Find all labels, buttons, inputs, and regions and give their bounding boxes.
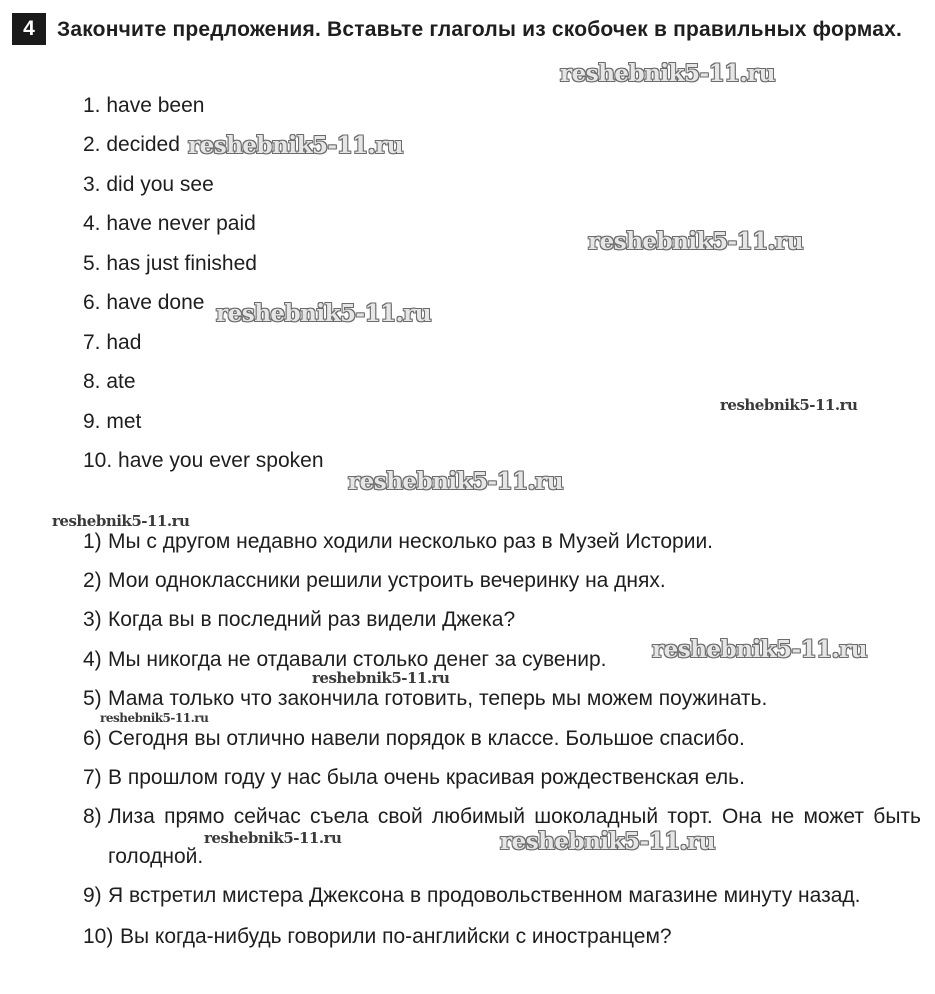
translation-text: Мои одноклассники решили устроить вечеринку на днях.	[108, 569, 666, 592]
answer-item: 2. decided	[83, 133, 180, 156]
translation-item	[83, 600, 921, 640]
translation-number: 9)	[83, 884, 102, 907]
translation-text: Вы когда-нибудь говорили по-английски с иностранцем?	[120, 925, 672, 948]
translation-text: Когда вы в последний раз видели Джека?	[108, 608, 516, 631]
translation-number: 1)	[83, 530, 102, 553]
translation-item	[83, 758, 921, 798]
watermark: reshebnik5-11.ru	[100, 711, 209, 725]
translation-number: 7)	[83, 766, 102, 789]
translation-number: 6)	[83, 727, 102, 750]
watermark: reshebnik5-11.ru	[652, 636, 867, 663]
translation-number: 4)	[83, 648, 102, 671]
answer-item: 10. have you ever spoken	[83, 449, 324, 472]
task-number-badge: 4	[12, 13, 46, 45]
answer-item: 4. have never paid	[83, 212, 256, 235]
translation-number: 2)	[83, 569, 102, 592]
watermark: reshebnik5-11.ru	[348, 468, 563, 495]
translation-text: В прошлом году у нас была очень красивая рождественская ель.	[108, 766, 745, 789]
translation-text: Я встретил мистера Джексона в продовольственном магазине минуту назад.	[108, 884, 861, 907]
watermark: reshebnik5-11.ru	[560, 60, 775, 87]
translation-text: Мы с другом недавно ходили несколько раз в Музей Истории.	[108, 530, 714, 553]
translation-text: Мама только что закончила готовить, теперь мы можем поужинать.	[108, 687, 768, 710]
answer-item: 6. have done	[83, 291, 205, 314]
translation-number: 8)	[83, 805, 102, 828]
watermark: reshebnik5-11.ru	[204, 829, 342, 847]
watermark: reshebnik5-11.ru	[216, 300, 431, 327]
answer-item: 1. have been	[83, 94, 205, 117]
answer-item: 3. did you see	[83, 173, 214, 196]
translation-text: Лиза прямо сейчас съела свой любимый шоколадный торт. Она не может быть голодной.	[108, 805, 921, 868]
translation-number: 10)	[83, 925, 114, 948]
translation-item	[83, 561, 921, 601]
watermark: reshebnik5-11.ru	[52, 512, 190, 530]
translation-number: 5)	[83, 687, 102, 710]
watermark: reshebnik5-11.ru	[588, 228, 803, 255]
watermark: reshebnik5-11.ru	[188, 132, 403, 159]
translation-number: 3)	[83, 608, 102, 631]
watermark: reshebnik5-11.ru	[720, 396, 858, 414]
translation-text: Мы никогда не отдавали столько денег за сувенир.	[108, 648, 607, 671]
translation-item	[83, 876, 921, 916]
answer-item: 8. ate	[83, 370, 136, 393]
answer-item: 7. had	[83, 331, 142, 354]
task-title: Закончите предложения. Вставьте глаголы из скобочек в правильных формах.	[57, 18, 903, 41]
translation-item	[83, 522, 921, 562]
answer-item: 9. met	[83, 410, 142, 433]
translation-text: Сегодня вы отлично навели порядок в классе. Большое спасибо.	[108, 727, 745, 750]
answer-item: 5. has just finished	[83, 252, 257, 275]
translation-item	[83, 917, 921, 957]
watermark: reshebnik5-11.ru	[312, 669, 450, 687]
translation-item	[83, 679, 921, 719]
watermark: reshebnik5-11.ru	[500, 828, 715, 855]
translation-item	[83, 719, 921, 759]
